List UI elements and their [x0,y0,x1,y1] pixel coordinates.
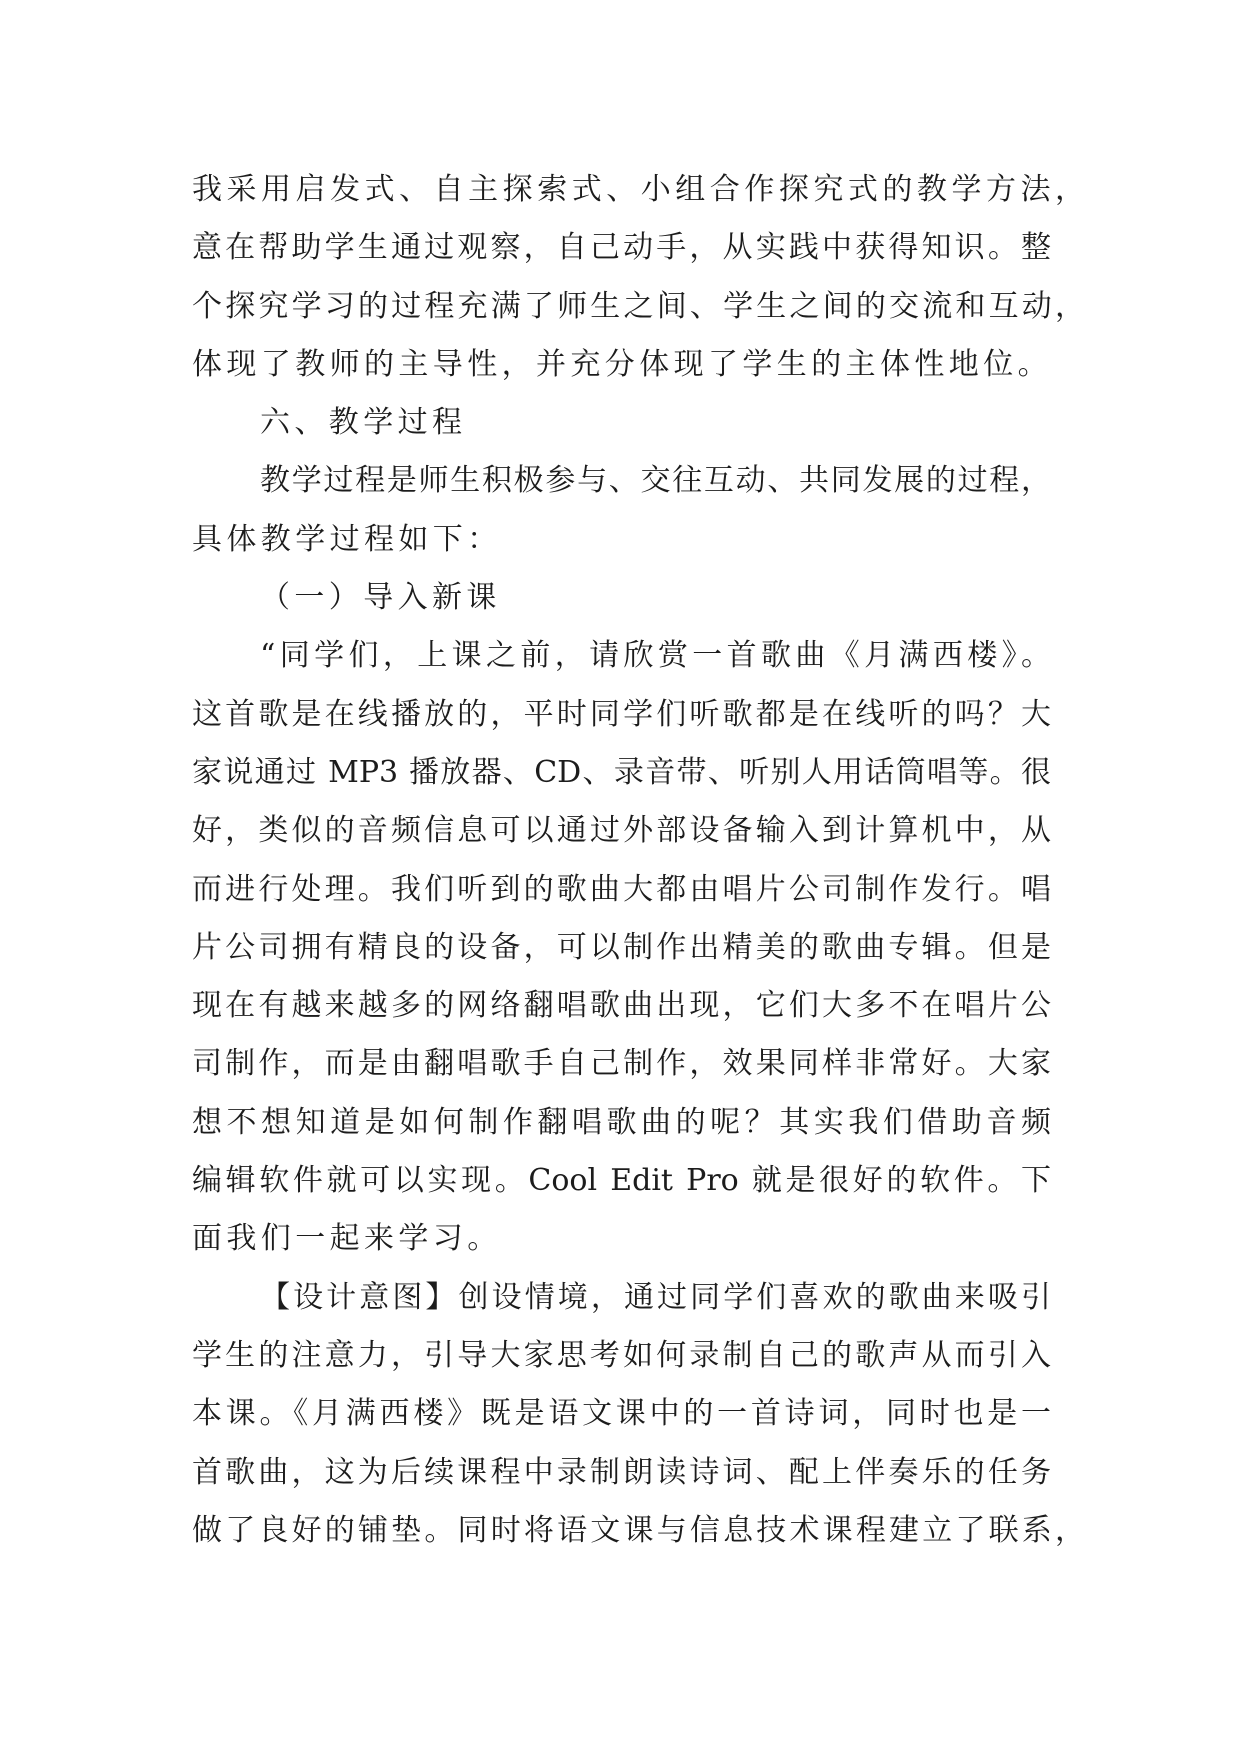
body-text-line: 我采用启发式、自主探索式、小组合作探究式的教学方法， [192,172,1085,207]
body-text-line: 想不想知道是如何制作翻唱歌曲的呢？其实我们借助音频 [192,1104,1051,1140]
body-text-line: 本课。《月满西楼》既是语文课中的一首诗词，同时也是一 [192,1396,1051,1432]
body-text-line: 编辑软件就可以实现。Cool Edit Pro 就是很好的软件。下 [192,1163,1051,1199]
body-text-line: 现在有越来越多的网络翻唱歌曲出现，它们大多不在唱片公 [192,988,1051,1024]
subsection-heading: （一）导入新课 [260,580,501,616]
body-text-line: 做了良好的铺垫。同时将语文课与信息技术课程建立了联系， [192,1512,1085,1548]
body-text-line: 这首歌是在线播放的，平时同学们听歌都是在线听的吗？大 [192,696,1051,732]
body-text-line: 首歌曲，这为后续课程中录制朗读诗词、配上伴奏乐的任务 [192,1454,1051,1490]
body-text-line: 司制作，而是由翻唱歌手自己制作，效果同样非常好。大家 [192,1046,1051,1082]
body-text-line: 片公司拥有精良的设备，可以制作出精美的歌曲专辑。但是 [192,929,1051,965]
body-text-line: 个探究学习的过程充满了师生之间、学生之间的交流和互动， [192,288,1085,324]
body-text-line: 【设计意图】创设情境，通过同学们喜欢的歌曲来吸引 [260,1279,1051,1315]
section-heading: 六、教学过程 [260,405,467,441]
body-text-line: 体现了教师的主导性，并充分体现了学生的主体性地位。 [192,346,1052,382]
body-text-line: 而进行处理。我们听到的歌曲大都由唱片公司制作发行。唱 [192,871,1051,907]
body-text-line: 面我们一起来学习。 [192,1221,502,1257]
body-text-line: 好，类似的音频信息可以通过外部设备输入到计算机中，从 [192,813,1051,849]
body-text-line: 学生的注意力，引导大家思考如何录制自己的歌声从而引入 [192,1337,1051,1373]
body-text-line: 意在帮助学生通过观察，自己动手，从实践中获得知识。整 [192,230,1051,266]
body-text-line: 具体教学过程如下： [192,521,502,557]
body-text-line: “同学们，上课之前，请欣赏一首歌曲《月满西楼》。 [260,638,1051,674]
body-text-line: 家说通过 MP3 播放器、CD、录音带、听别人用话筒唱等。很 [192,754,1051,790]
text-block [192,161,1085,1560]
body-text-line: 教学过程是师生积极参与、交往互动、共同发展的过程， [260,463,1051,499]
